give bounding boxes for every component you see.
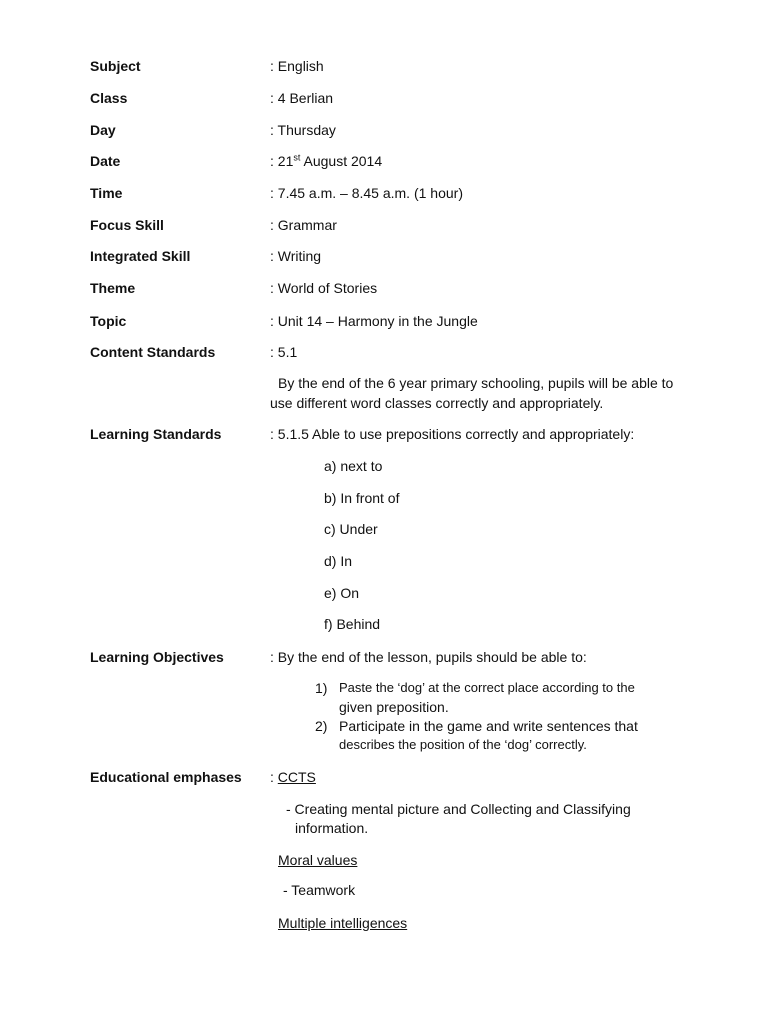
field-value-class: : 4 Berlian	[270, 90, 334, 106]
field-value-time: : 7.45 a.m. – 8.45 a.m. (1 hour)	[270, 185, 463, 201]
field-value-day: : Thursday	[270, 122, 336, 138]
multiple-intelligences-heading: Multiple intelligences	[278, 915, 408, 931]
date-day: : 21	[270, 153, 294, 169]
field-value-subject: : English	[270, 58, 324, 74]
moral-values-desc: - Teamwork	[283, 882, 356, 898]
field-label-date: Date	[90, 153, 121, 169]
learning-standards-label: Learning Standards	[90, 426, 222, 442]
ccts-title: CCTS	[277, 769, 316, 785]
field-label-class: Class	[90, 90, 128, 106]
learning-objectives-intro: : By the end of the lesson, pupils should be able to:	[270, 649, 587, 665]
field-label-integrated-skill: Integrated Skill	[90, 248, 191, 264]
field-label-focus-skill: Focus Skill	[90, 217, 164, 233]
preposition-item: c) Under	[324, 521, 378, 537]
preposition-item: b) In front of	[324, 490, 400, 506]
learning-standards-intro: : 5.1.5 Able to use prepositions correctly and appropriately:	[270, 426, 635, 442]
field-value-focus-skill: : Grammar	[270, 217, 337, 233]
content-standards-desc-line1: By the end of the 6 year primary schooling, pupils will be able to	[278, 375, 674, 391]
ccts-desc-line2: information.	[295, 820, 369, 836]
ccts-heading	[270, 768, 316, 786]
content-standards-code: : 5.1	[270, 344, 298, 360]
date-ordinal-suffix: st	[293, 152, 301, 163]
date-month-year: August 2014	[300, 153, 383, 169]
objective-text-line2: describes the position of the ‘dog’ correctly.	[339, 737, 587, 752]
field-label-subject: Subject	[90, 58, 141, 74]
learning-objectives-label: Learning Objectives	[90, 649, 224, 665]
preposition-item: d) In	[324, 553, 353, 569]
field-value-integrated-skill: : Writing	[270, 248, 322, 264]
educational-emphases-label: Educational emphases	[90, 769, 242, 785]
ccts-prefix: :	[270, 769, 278, 785]
objective-number: 1)	[315, 680, 328, 696]
preposition-item: a) next to	[324, 458, 383, 474]
objective-text-line1: Participate in the game and write sentences that	[339, 718, 638, 734]
field-value-date	[270, 152, 382, 170]
field-label-time: Time	[90, 185, 123, 201]
objective-text-line1: Paste the ‘dog’ at the correct place according to the	[339, 680, 635, 695]
preposition-item: e) On	[324, 585, 360, 601]
field-value-topic: : Unit 14 – Harmony in the Jungle	[270, 313, 478, 329]
preposition-item: f) Behind	[324, 616, 381, 632]
moral-values-heading: Moral values	[278, 852, 358, 868]
field-value-theme: : World of Stories	[270, 280, 378, 296]
content-standards-desc-line2: use different word classes correctly and appropriately.	[270, 395, 604, 411]
field-label-topic: Topic	[90, 313, 127, 329]
ccts-desc-line1: - Creating mental picture and Collecting and Classifying	[286, 801, 631, 817]
objective-number: 2)	[315, 718, 328, 734]
field-label-theme: Theme	[90, 280, 136, 296]
field-label-day: Day	[90, 122, 116, 138]
content-standards-label: Content Standards	[90, 344, 216, 360]
objective-text-line2: given preposition.	[339, 699, 449, 715]
